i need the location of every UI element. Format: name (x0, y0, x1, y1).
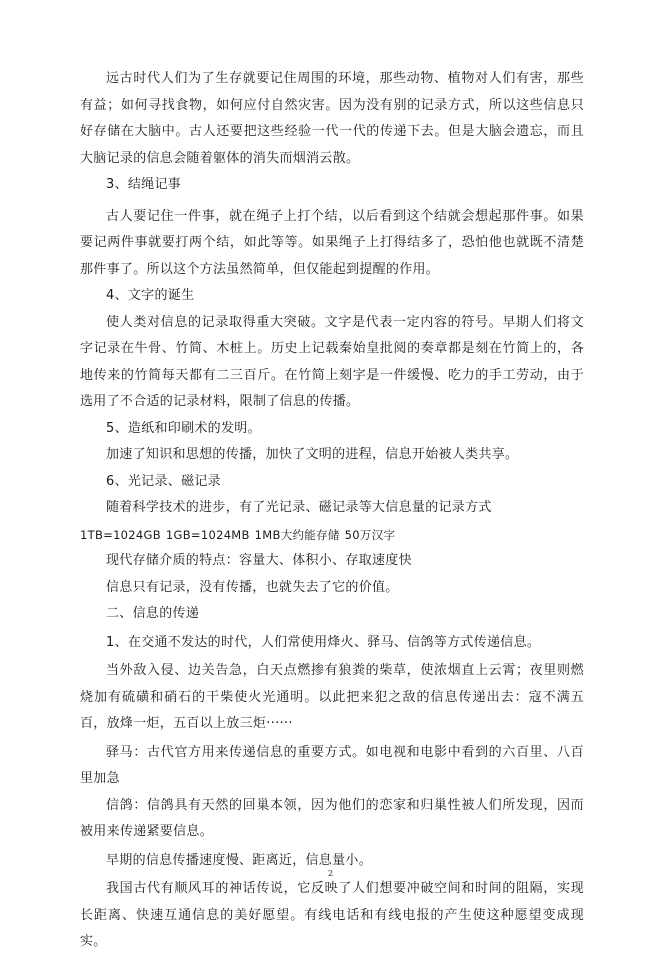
paragraph: 随着科学技术的进步，有了光记录、磁记录等大信息量的记录方式 (106, 500, 492, 515)
paragraph: 早期的信息传播速度慢、距离近，信息量小。 (106, 852, 373, 868)
paragraph: 远古时代人们为了生存就要记住周围的环境，那些动物、植物对人们有害，那些有益；如何寻找食物，如何应付自然灾害。因为没有别的记录方式，所以这些信息只好存储在大脑中。古人还要把这些经验一代一代的传递下去。但是大脑会遗忘，而且大脑记录的信息会随着躯体的消失而烟消云散。 (80, 71, 584, 166)
paragraph: 信息只有记录，没有传播，也就失去了它的价值。 (106, 579, 399, 595)
paragraph: 使人类对信息的记录取得重大突破。文字是代表一定内容的符号。早期人们将文字记录在牛骨、竹简、木桩上。历史上记载秦始皇批阅的奏章都是刻在竹简上的，各地传来的竹简每天都有二三百斤。在竹简上刻字是一件缓慢、吃力的手工劳动，由于选用了不合适的记录材料，限制了信息的传播。 (80, 314, 584, 409)
storage-units-line: 1TB=1024GB 1GB=1024MB 1MB大约能存储 50万汉字 (80, 527, 396, 542)
paragraph: 信鸽：信鸽具有天然的回巢本领，因为他们的恋家和归巢性被人们所发现，因而被用来传递紧要信息。 (80, 797, 584, 839)
paragraph: 1、在交通不发达的时代，人们常使用烽火、驿马、信鸽等方式传递信息。 (106, 634, 541, 650)
section-heading: 6、光记录、磁记录 (106, 473, 221, 489)
section-heading: 二、信息的传递 (106, 606, 200, 621)
document-body (80, 66, 584, 956)
paragraph: 我国古代有顺风耳的神话传说，它反映了人们想要冲破空间和时间的阻隔，实现长距离、快速互通信息的美好愿望。有线电话和有线电报的产生使这种愿望变成现实。 (80, 881, 584, 949)
section-heading: 4、文字的诞生 (106, 288, 195, 303)
page-number: 2 (327, 869, 334, 878)
paragraph: 当外敌入侵、边关告急，白天点燃掺有狼粪的柴草，使浓烟直上云霄；夜里则燃烧加有硫磺和硝石的干柴使火光通明。以此把来犯之敌的信息传递出去：寇不满五百，放烽一炬，五百以上放三炬······ (80, 663, 584, 731)
paragraph: 驿马：古代官方用来传递信息的重要方式。如电视和电影中看到的六百里、八百里加急 (80, 744, 584, 786)
paragraph: 加速了知识和思想的传播，加快了文明的进程，信息开始被人类共享。 (106, 447, 519, 462)
section-heading: 5、造纸和印刷术的发明。 (106, 420, 261, 436)
paragraph: 古人要记住一件事，就在绳子上打个结，以后看到这个结就会想起那件事。如果要记两件事就要打两个结，如此等等。如果绳子上打得结多了，恐怕他也就既不清楚那件事了。所以这个方法虽然简单，但仅能起到提醒的作用。 (80, 208, 584, 277)
paragraph: 现代存储介质的特点：容量大、体积小、存取速度快 (106, 553, 412, 568)
section-heading: 3、结绳记事 (106, 177, 182, 192)
